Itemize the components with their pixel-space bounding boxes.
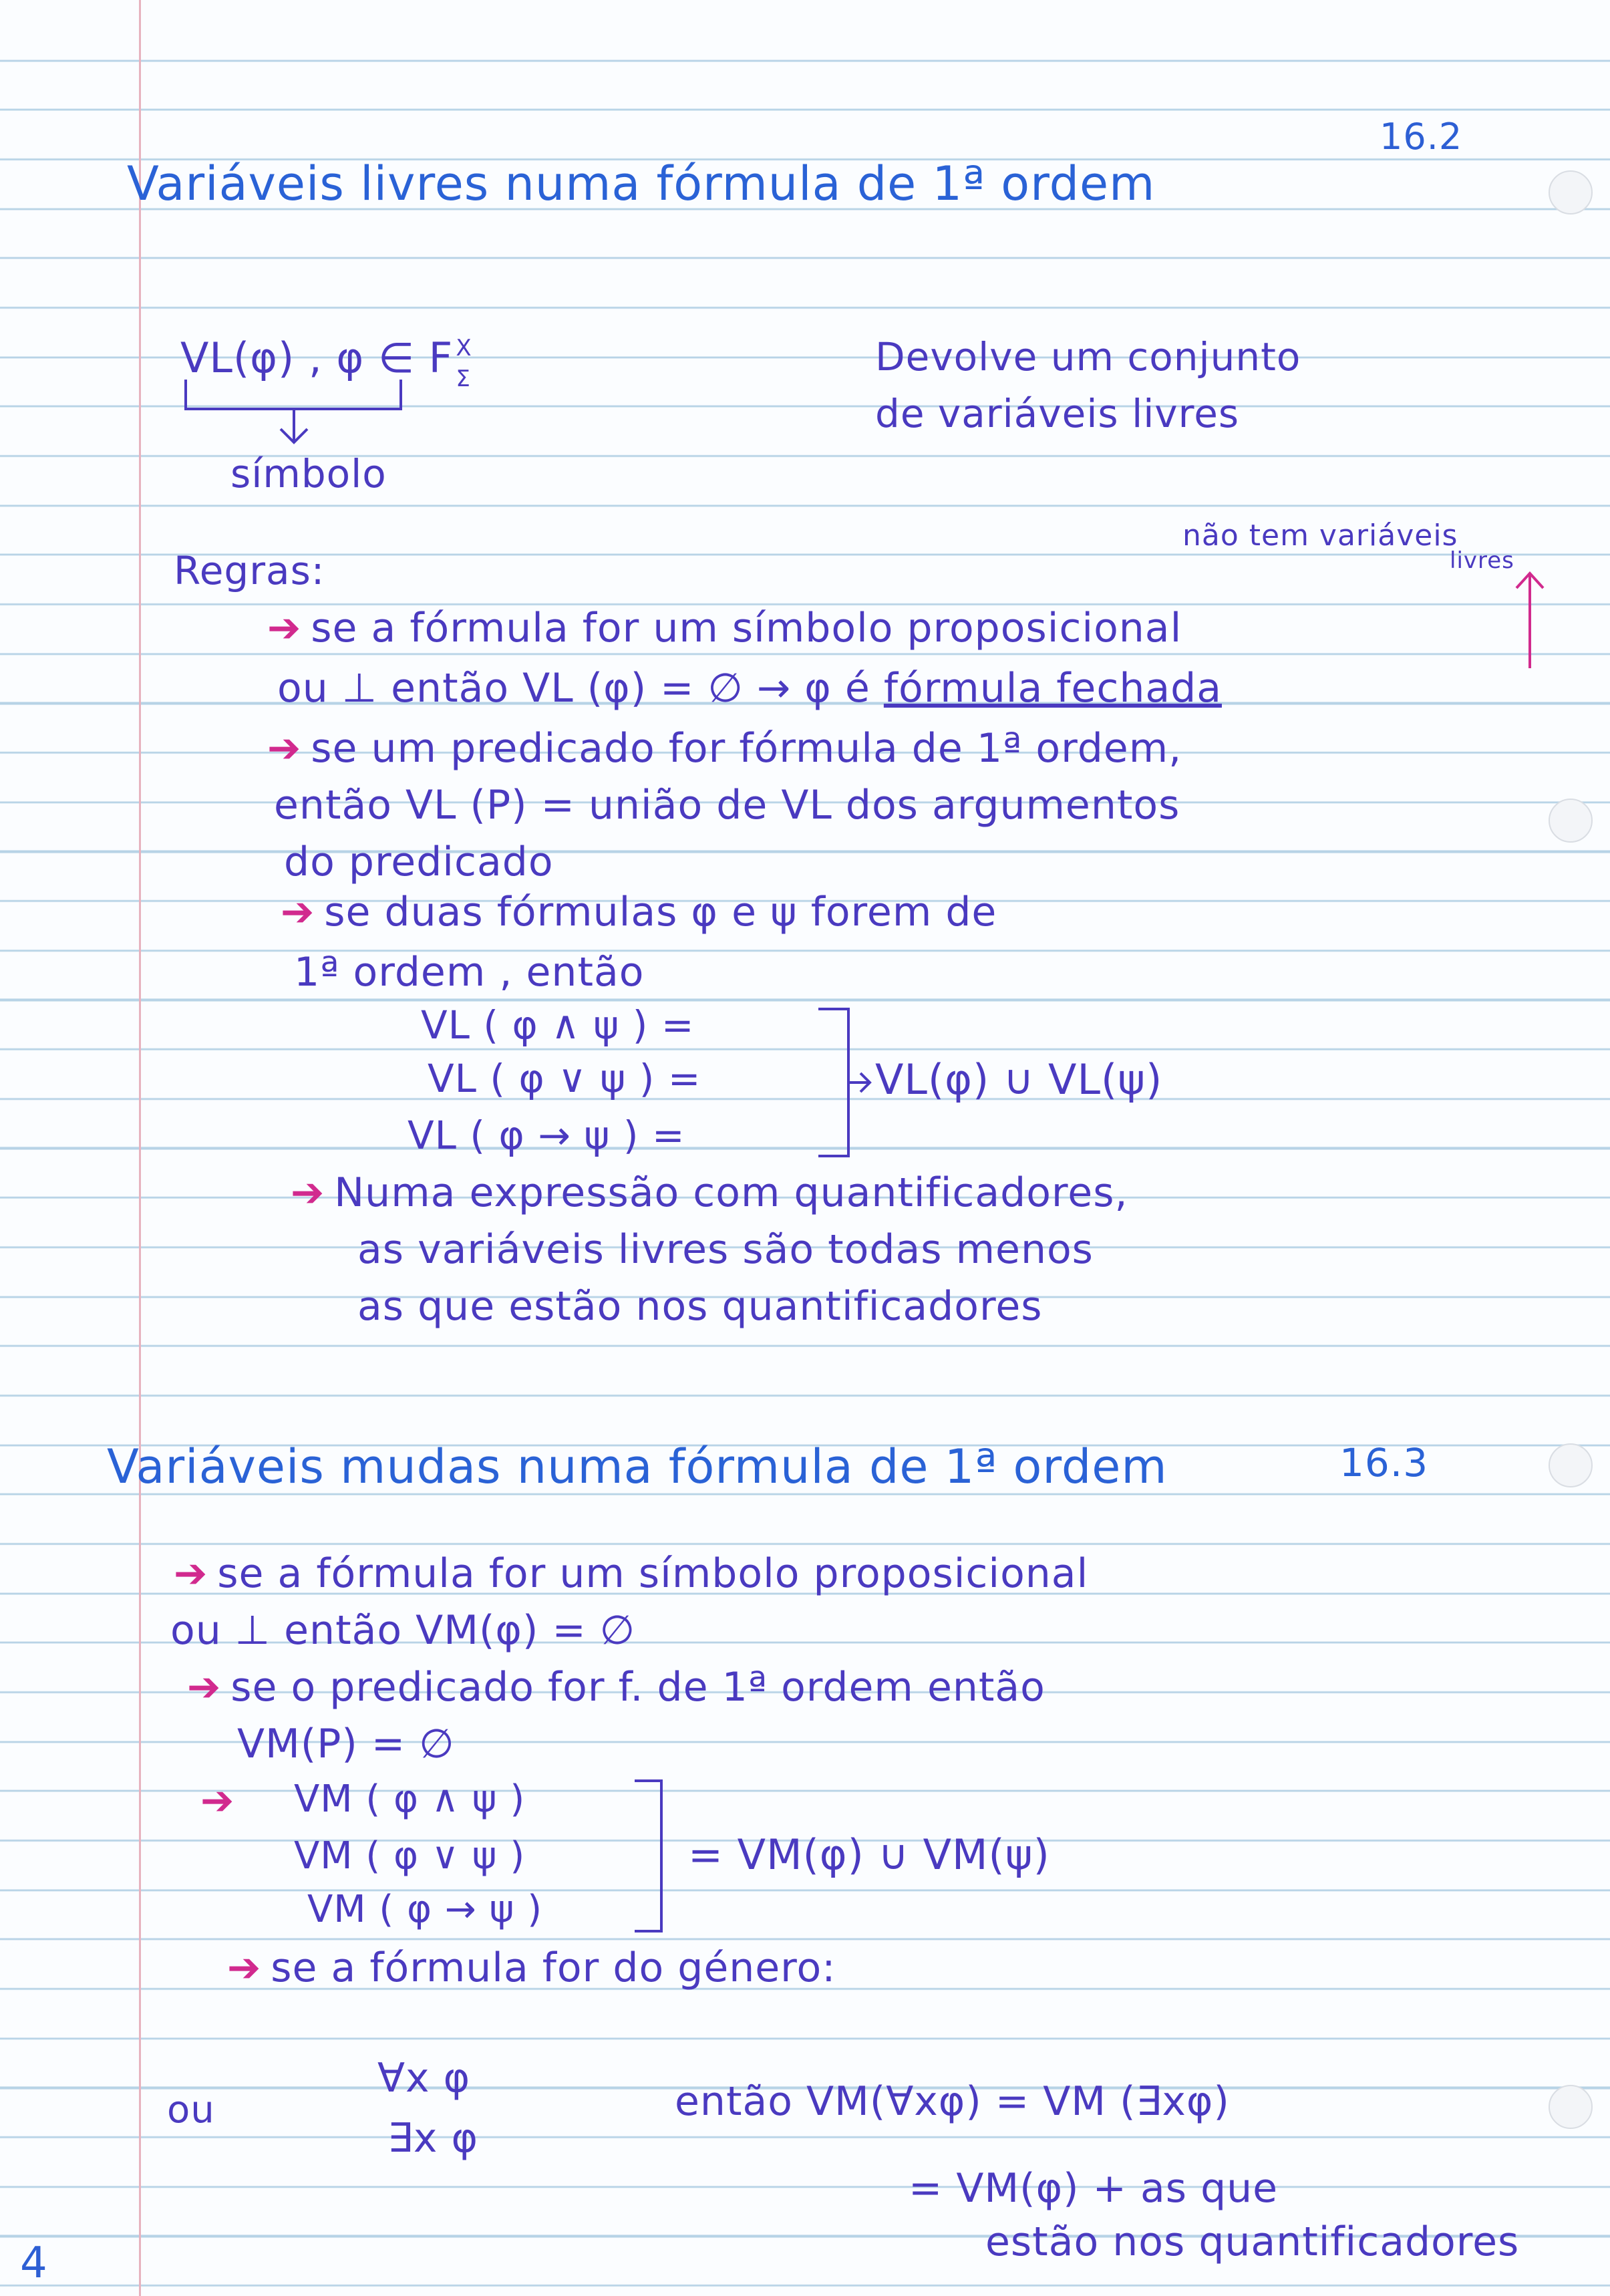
arrow-right-icon: ➔ (281, 889, 315, 936)
definition-description: de variáveis livres (875, 391, 1240, 436)
rule-item-line: as variáveis livres são todas menos (357, 1226, 1094, 1273)
section-title: Variáveis mudas numa fórmula de 1ª ordem (107, 1439, 1168, 1494)
rules-label: Regras: (174, 548, 325, 593)
equation-result: = VM(φ) + as que (909, 2165, 1279, 2212)
arrow-right-icon: ➔ (200, 1777, 235, 1824)
quantifier-forall: ∀x φ (377, 2055, 471, 2102)
rule-item: ➔ Numa expressão com quantificadores, (291, 1169, 1128, 1216)
equation: VM ( φ → ψ ) (307, 1888, 543, 1931)
equation-result: VL(φ) ∪ VL(ψ) (875, 1055, 1163, 1104)
arrow-right-icon: ➔ (267, 605, 302, 652)
section-number: 16.3 (1339, 1440, 1429, 1485)
equation-result: estão nos quantificadores (985, 2218, 1520, 2265)
definition-expression: VL(φ) , φ ∈ F X Σ (180, 333, 472, 392)
rule-item-line: VM(P) = ∅ (237, 1721, 455, 1767)
rule-item: ➔ se a fórmula for um símbolo proposicional (174, 1550, 1089, 1597)
arrow-right-icon: ➔ (291, 1169, 325, 1216)
or-label: ou (167, 2088, 215, 2132)
page-number-top: 16.2 (1380, 116, 1463, 158)
definition-label: símbolo (230, 451, 387, 496)
arrow-right-icon: ➔ (187, 1664, 222, 1711)
equation: VM ( φ ∧ ψ ) (294, 1777, 526, 1821)
definition-description: Devolve um conjunto (875, 334, 1301, 380)
rule-item: ➔ se a fórmula for um símbolo proposicional (267, 605, 1182, 652)
rule-item-line: do predicado (284, 839, 554, 885)
rule-item: ➔ se o predicado for f. de 1ª ordem então (187, 1664, 1045, 1711)
closed-formula-label: fórmula fechada (883, 665, 1222, 712)
equation: VM ( φ ∨ ψ ) (294, 1834, 526, 1878)
rule-item-line: então VL (P) = união de VL dos argumentos (274, 782, 1180, 829)
page-number-bottom: 4 (20, 2239, 48, 2288)
arrow-right-icon: ➔ (267, 725, 302, 772)
arrow-right-icon: ➔ (227, 1945, 262, 1991)
arrow-right-icon: ➔ (174, 1550, 208, 1597)
rule-item: ➔ se um predicado for fórmula de 1ª ordem, (267, 725, 1182, 772)
annotation-note: não tem variáveis (1182, 519, 1458, 553)
rule-item-line: as que estão nos quantificadores (357, 1283, 1043, 1330)
quantifier-exists: ∃x φ (387, 2115, 479, 2162)
rule-item-line: ou ⊥ então VL (φ) = ∅ → φ é fórmula fechada (277, 665, 1222, 712)
section-title: Variáveis livres numa fórmula de 1ª ordem (127, 156, 1156, 211)
rule-item-line: 1ª ordem , então (294, 949, 645, 996)
equation: então VM(∀xφ) = VM (∃xφ) (675, 2078, 1230, 2125)
rule-item: ➔ se duas fórmulas φ e ψ forem de (281, 889, 997, 936)
equation-result: = VM(φ) ∪ VM(ψ) (688, 1830, 1050, 1879)
rule-item: ➔ se a fórmula for do género: (227, 1945, 836, 1991)
rule-item-line: ou ⊥ então VM(φ) = ∅ (170, 1607, 636, 1654)
equation: VL ( φ ∨ ψ ) = (428, 1056, 701, 1101)
equation: VL ( φ → ψ ) = (408, 1113, 685, 1158)
equation: VL ( φ ∧ ψ ) = (421, 1002, 695, 1048)
annotation-note: livres (1450, 547, 1514, 574)
